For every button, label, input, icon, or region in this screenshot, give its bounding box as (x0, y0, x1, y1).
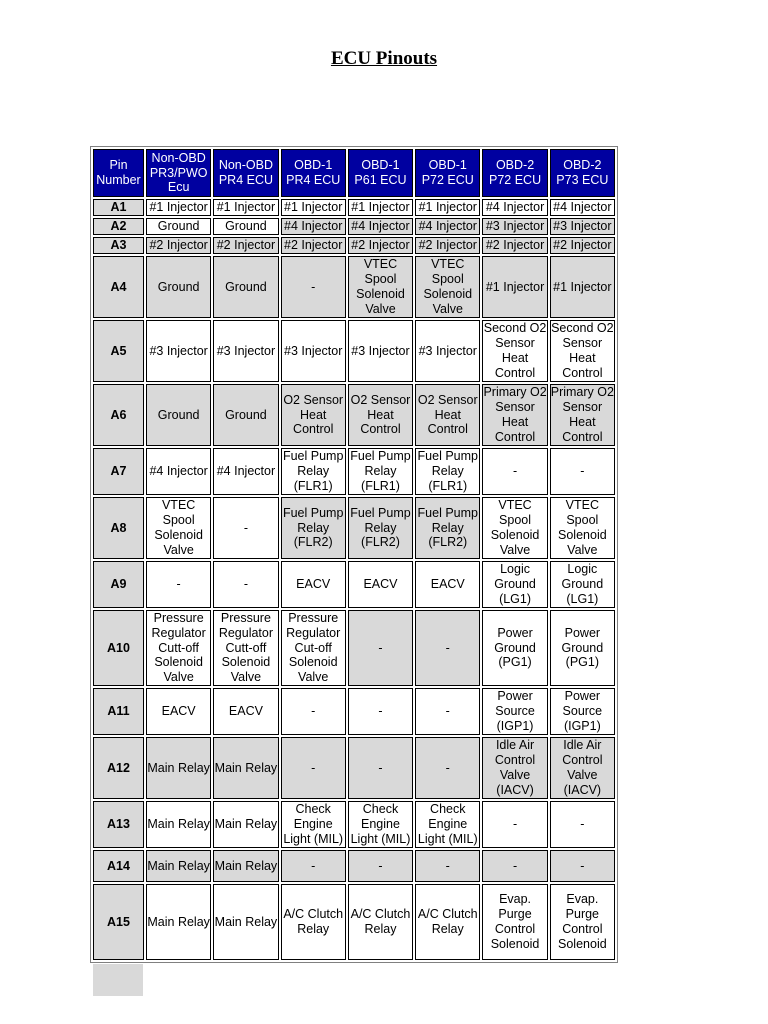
table-cell: Logic Ground (LG1) (550, 561, 615, 608)
pin-number-cell: A13 (93, 801, 144, 848)
table-cell: Fuel Pump Relay (FLR1) (281, 448, 346, 495)
table-cell: #4 Injector (348, 218, 413, 235)
table-header-row (93, 149, 615, 197)
table-cell: Main Relay (213, 884, 278, 960)
table-cell: Check Engine Light (MIL) (415, 801, 480, 848)
header-obd2-p73: OBD-2 P73 ECU (550, 149, 615, 197)
table-cell: EACV (281, 561, 346, 608)
table-cell: - (482, 448, 547, 495)
table-row (93, 237, 615, 254)
pin-number-cell: A4 (93, 256, 144, 318)
table-cell: - (281, 256, 346, 318)
table-cell: #3 Injector (415, 320, 480, 382)
pin-number-cell: A12 (93, 737, 144, 799)
table-cell: Ground (213, 256, 278, 318)
table-cell: #3 Injector (146, 320, 211, 382)
table-cell: #1 Injector (146, 199, 211, 216)
table-cell: Ground (146, 256, 211, 318)
table-cell: - (281, 737, 346, 799)
table-cell: Logic Ground (LG1) (482, 561, 547, 608)
table-cell: Pressure Regulator Cut-off Solenoid Valve (281, 610, 346, 686)
table-cell: Main Relay (146, 850, 211, 882)
table-row (93, 561, 615, 608)
table-cell: Ground (213, 384, 278, 446)
table-row (93, 320, 615, 382)
table-row (93, 199, 615, 216)
table-cell: Pressure Regulator Cutt-off Solenoid Valve (146, 610, 211, 686)
pin-number-cell: A11 (93, 688, 144, 735)
table-row (93, 850, 615, 882)
pin-number-cell: A8 (93, 497, 144, 559)
table-cell: Fuel Pump Relay (FLR2) (281, 497, 346, 559)
table-cell: Check Engine Light (MIL) (281, 801, 346, 848)
table-cell: #2 Injector (482, 237, 547, 254)
table-cell: Main Relay (146, 884, 211, 960)
pin-number-cell: A7 (93, 448, 144, 495)
table-cell: - (281, 850, 346, 882)
pin-number-cell: A15 (93, 884, 144, 960)
table-cell: #4 Injector (146, 448, 211, 495)
table-cell: Power Ground (PG1) (482, 610, 547, 686)
table-cell: #1 Injector (550, 256, 615, 318)
table-row (93, 688, 615, 735)
table-cell: Idle Air Control Valve (IACV) (550, 737, 615, 799)
table-cell: #1 Injector (348, 199, 413, 216)
table-cell: Ground (146, 384, 211, 446)
table-cell: Ground (146, 218, 211, 235)
table-cell: Evap. Purge Control Solenoid (482, 884, 547, 960)
table-cell: EACV (213, 688, 278, 735)
header-pin-number: Pin Number (93, 149, 144, 197)
table-row (93, 218, 615, 235)
table-cell: - (415, 610, 480, 686)
table-cell: Power Ground (PG1) (550, 610, 615, 686)
pinout-table (90, 146, 618, 963)
pin-number-cell: A14 (93, 850, 144, 882)
table-cell: Ground (213, 218, 278, 235)
table-cell: #4 Injector (281, 218, 346, 235)
table-cell: Fuel Pump Relay (FLR1) (415, 448, 480, 495)
table-cell: Fuel Pump Relay (FLR2) (348, 497, 413, 559)
table-cell: - (348, 737, 413, 799)
table-row (93, 448, 615, 495)
table-cell: #2 Injector (213, 237, 278, 254)
table-cell: #3 Injector (482, 218, 547, 235)
table-row (93, 256, 615, 318)
table-cell: - (348, 610, 413, 686)
table-cell: A/C Clutch Relay (281, 884, 346, 960)
table-cell: #4 Injector (213, 448, 278, 495)
table-cell: A/C Clutch Relay (348, 884, 413, 960)
table-cell: - (213, 497, 278, 559)
table-cell: - (550, 448, 615, 495)
pin-number-cell: A6 (93, 384, 144, 446)
table-cell: #4 Injector (550, 199, 615, 216)
table-cell: #2 Injector (415, 237, 480, 254)
table-row (93, 801, 615, 848)
table-cell: - (550, 801, 615, 848)
table-row (93, 737, 615, 799)
table-cell: - (146, 561, 211, 608)
header-non-obd-pr4: Non-OBD PR4 ECU (213, 149, 278, 197)
pin-number-cell: A1 (93, 199, 144, 216)
pinout-table-container (90, 146, 618, 964)
table-cell: Second O2 Sensor Heat Control (482, 320, 547, 382)
table-cell: - (348, 850, 413, 882)
table-cell: #3 Injector (550, 218, 615, 235)
table-cell: Power Source (IGP1) (482, 688, 547, 735)
table-cell: #1 Injector (482, 256, 547, 318)
table-cell: Main Relay (213, 801, 278, 848)
table-cell: Power Source (IGP1) (550, 688, 615, 735)
table-row (93, 884, 615, 960)
table-cell: EACV (415, 561, 480, 608)
table-cell: - (348, 688, 413, 735)
table-cell: Main Relay (146, 737, 211, 799)
header-non-obd-pr3-pwo: Non-OBD PR3/PWO Ecu (146, 149, 211, 197)
table-row (93, 497, 615, 559)
table-cell: VTEC Spool Solenoid Valve (348, 256, 413, 318)
table-cell: Idle Air Control Valve (IACV) (482, 737, 547, 799)
table-cell: - (415, 688, 480, 735)
pin-number-cell: A10 (93, 610, 144, 686)
table-cell: A/C Clutch Relay (415, 884, 480, 960)
header-obd1-p72: OBD-1 P72 ECU (415, 149, 480, 197)
table-cell: O2 Sensor Heat Control (348, 384, 413, 446)
table-row (93, 610, 615, 686)
table-cell: EACV (348, 561, 413, 608)
table-cell: #1 Injector (415, 199, 480, 216)
table-cell: O2 Sensor Heat Control (415, 384, 480, 446)
table-cell: - (415, 850, 480, 882)
pin-number-cell: A9 (93, 561, 144, 608)
pin-column-overflow (93, 964, 143, 996)
table-cell: - (415, 737, 480, 799)
table-cell: Primary O2 Sensor Heat Control (550, 384, 615, 446)
table-cell: #2 Injector (281, 237, 346, 254)
table-cell: - (281, 688, 346, 735)
header-obd2-p72: OBD-2 P72 ECU (482, 149, 547, 197)
table-cell: VTEC Spool Solenoid Valve (146, 497, 211, 559)
table-cell: - (482, 801, 547, 848)
table-cell: Primary O2 Sensor Heat Control (482, 384, 547, 446)
table-cell: #2 Injector (550, 237, 615, 254)
table-cell: #1 Injector (213, 199, 278, 216)
table-cell: - (550, 850, 615, 882)
table-cell: - (482, 850, 547, 882)
table-cell: #3 Injector (348, 320, 413, 382)
table-cell: VTEC Spool Solenoid Valve (415, 256, 480, 318)
header-obd1-p61: OBD-1 P61 ECU (348, 149, 413, 197)
table-cell: O2 Sensor Heat Control (281, 384, 346, 446)
page-title: ECU Pinouts (330, 48, 438, 69)
table-cell: Pressure Regulator Cutt-off Solenoid Valve (213, 610, 278, 686)
table-row (93, 384, 615, 446)
table-cell: Second O2 Sensor Heat Control (550, 320, 615, 382)
table-cell: VTEC Spool Solenoid Valve (550, 497, 615, 559)
table-cell: Evap. Purge Control Solenoid (550, 884, 615, 960)
table-cell: Check Engine Light (MIL) (348, 801, 413, 848)
table-cell: Main Relay (213, 737, 278, 799)
table-cell: Fuel Pump Relay (FLR2) (415, 497, 480, 559)
table-cell: #2 Injector (348, 237, 413, 254)
table-cell: Main Relay (146, 801, 211, 848)
table-cell: #4 Injector (482, 199, 547, 216)
table-cell: #3 Injector (213, 320, 278, 382)
table-cell: Main Relay (213, 850, 278, 882)
pin-number-cell: A3 (93, 237, 144, 254)
table-cell: Fuel Pump Relay (FLR1) (348, 448, 413, 495)
table-cell: #4 Injector (415, 218, 480, 235)
pin-number-cell: A5 (93, 320, 144, 382)
header-obd1-pr4: OBD-1 PR4 ECU (281, 149, 346, 197)
table-cell: #3 Injector (281, 320, 346, 382)
table-cell: #1 Injector (281, 199, 346, 216)
table-cell: VTEC Spool Solenoid Valve (482, 497, 547, 559)
table-cell: EACV (146, 688, 211, 735)
table-cell: - (213, 561, 278, 608)
table-cell: #2 Injector (146, 237, 211, 254)
pin-number-cell: A2 (93, 218, 144, 235)
